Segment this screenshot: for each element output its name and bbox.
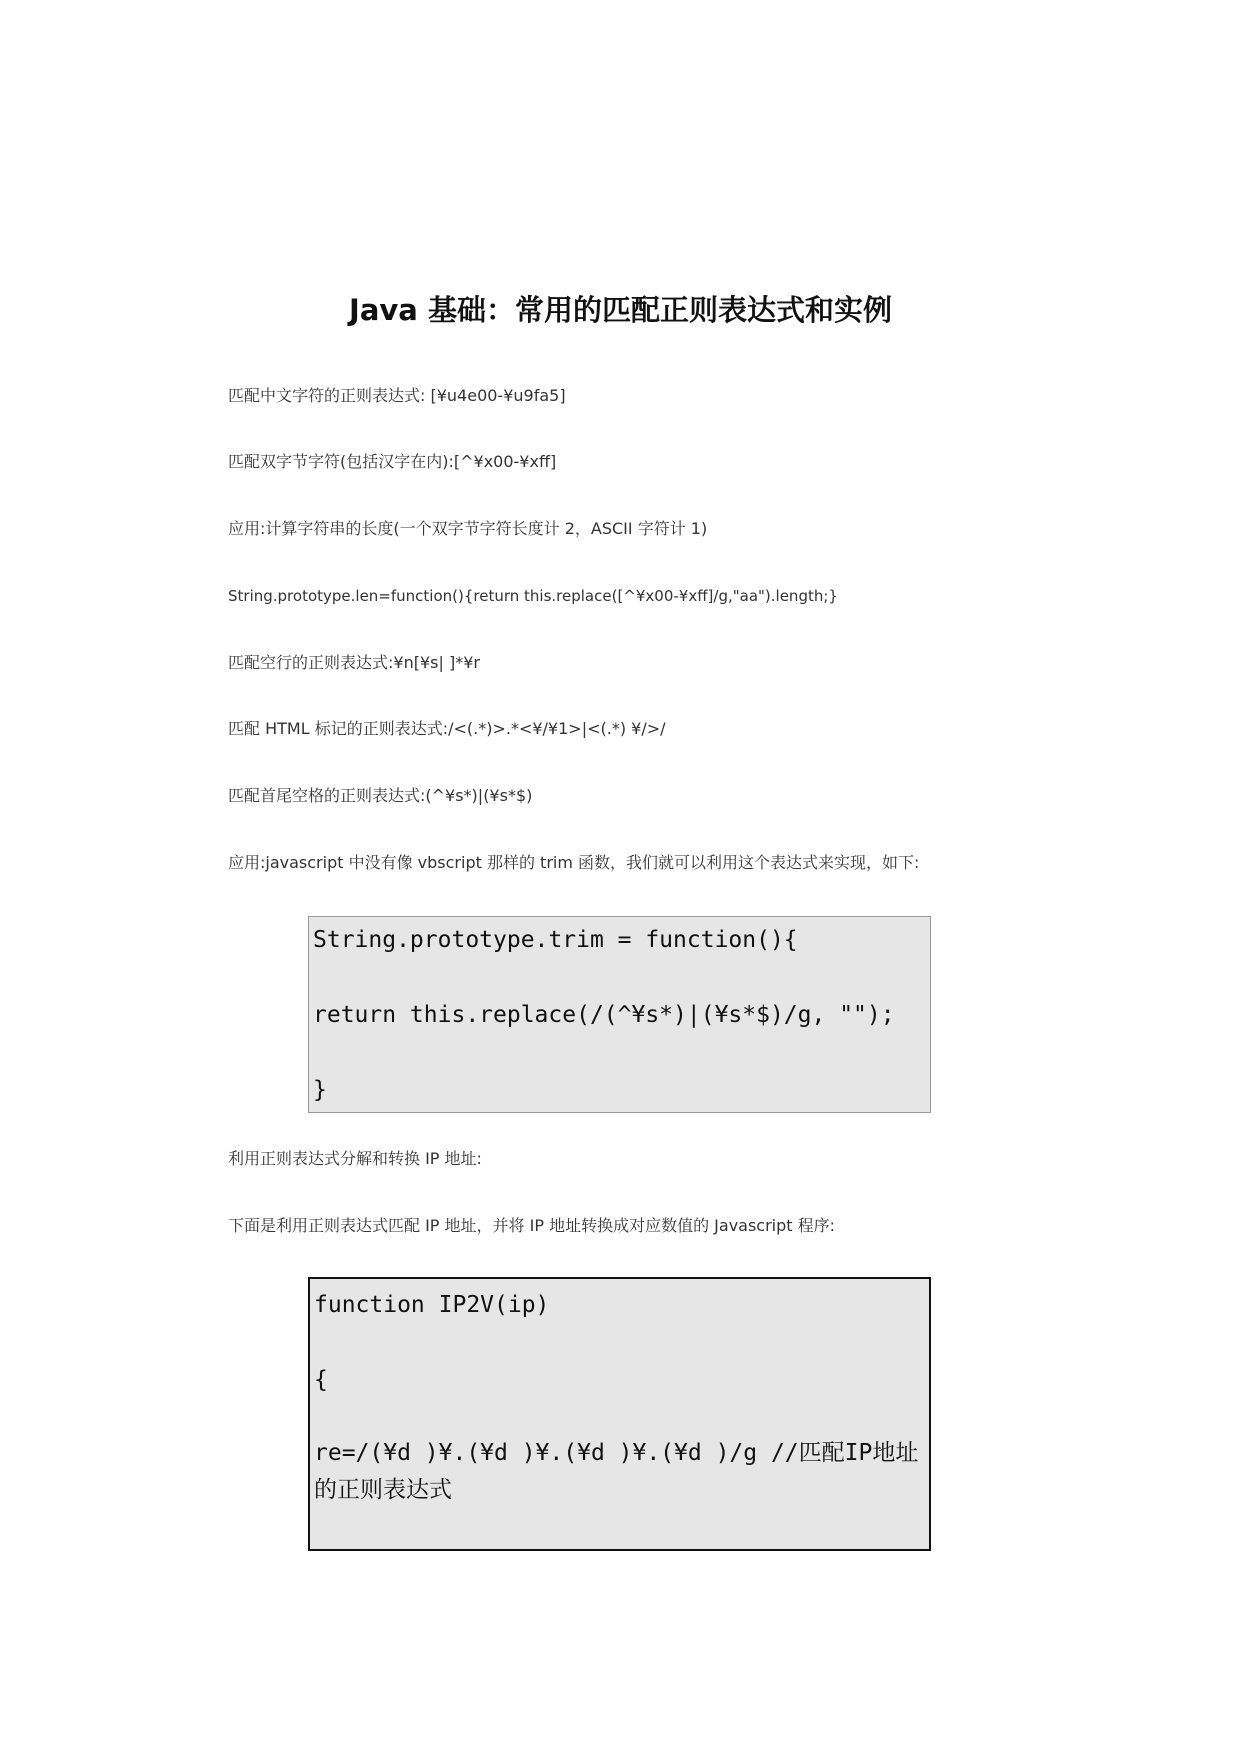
paragraph-double-byte-regex: 匹配双字节字符(包括汉字在内):[^¥x00-¥xff] — [228, 452, 557, 471]
code-block-trim — [308, 916, 931, 1113]
paragraph-blank-line-regex: 匹配空行的正则表达式:¥n[¥s| ]*¥r — [228, 653, 480, 672]
page-title: Java 基础：常用的匹配正则表达式和实例 — [349, 293, 892, 327]
code-block-ip2v — [308, 1277, 931, 1551]
code-line: re=/(¥d )¥.(¥d )¥.(¥d )¥.(¥d )/g //匹配IP地址的正则表达式 — [314, 1440, 919, 1503]
code-line: String.prototype.trim = function(){ — [313, 927, 798, 953]
code-line: function IP2V(ip) — [314, 1292, 550, 1318]
paragraph-ip-program-intro: 下面是利用正则表达式匹配 IP 地址，并将 IP 地址转换成对应数值的 Javascript 程序: — [228, 1216, 836, 1235]
paragraph-len-code: String.prototype.len=function(){return this.replace([^¥x00-¥xff]/g,"aa").length;} — [228, 587, 838, 605]
code-line: return this.replace(/(^¥s*)|(¥s*$)/g, ""); — [313, 1002, 895, 1028]
paragraph-chinese-regex: 匹配中文字符的正则表达式: [¥u4e00-¥u9fa5] — [228, 386, 566, 405]
code-line: } — [313, 1077, 327, 1103]
paragraph-trim-regex: 匹配首尾空格的正则表达式:(^¥s*)|(¥s*$) — [228, 786, 533, 805]
paragraph-ip-intro: 利用正则表达式分解和转换 IP 地址: — [228, 1149, 482, 1168]
paragraph-length-usage: 应用:计算字符串的长度(一个双字节字符长度计 2，ASCII 字符计 1) — [228, 519, 708, 538]
paragraph-trim-usage: 应用:javascript 中没有像 vbscript 那样的 trim 函数，我们就可以利用这个表达式来实现，如下: — [228, 853, 920, 872]
code-line: { — [314, 1367, 328, 1393]
paragraph-html-tag-regex: 匹配 HTML 标记的正则表达式:/<(.*)>.*<¥/¥1>|<(.*) ¥/>/ — [228, 719, 666, 738]
